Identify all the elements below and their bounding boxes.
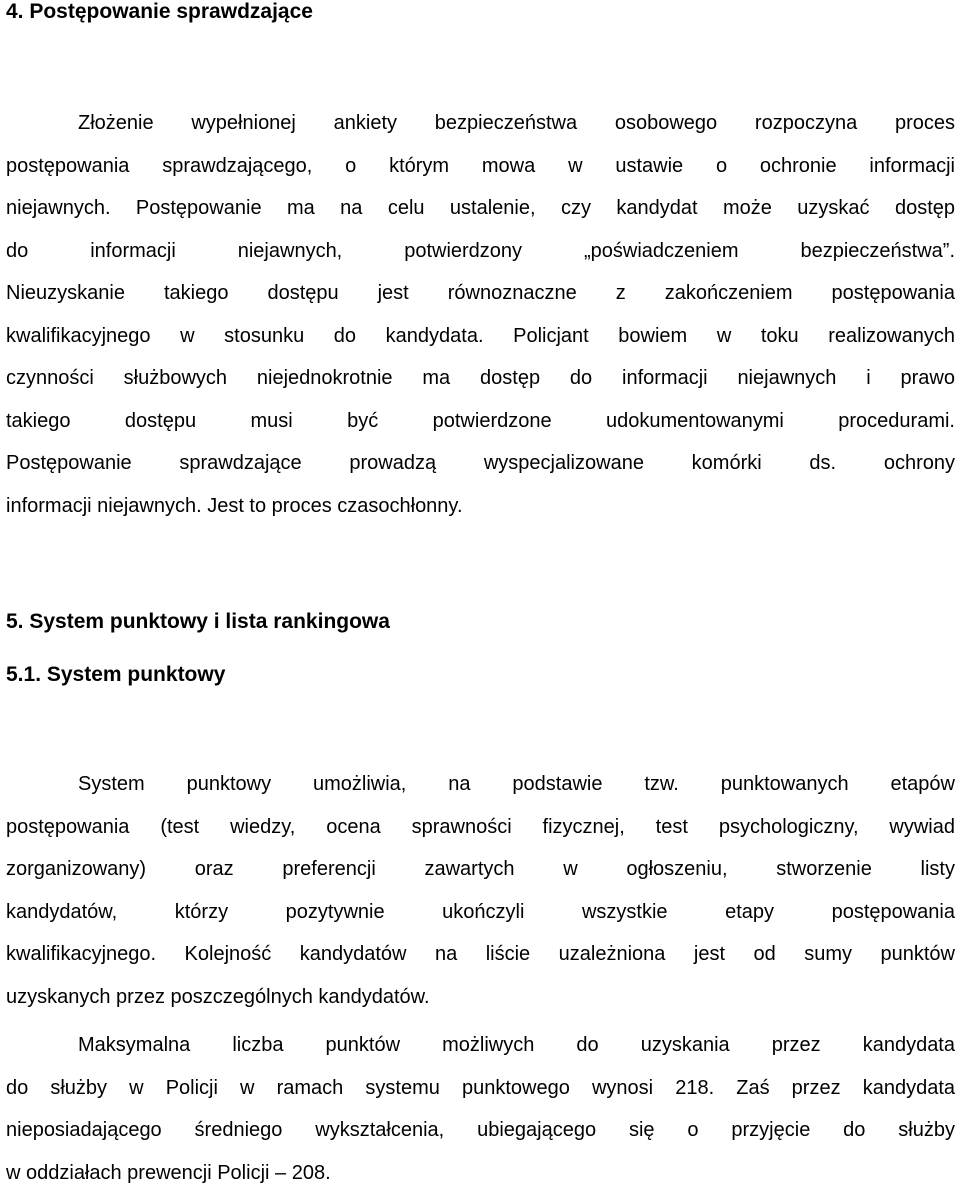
text-line: niejawnych. Postępowanie ma na celu ustalenie, czy kandydat może uzyskać dostęp [6,187,955,230]
text-line: Postępowanie sprawdzające prowadzą wyspecjalizowane komórki ds. ochrony [6,442,955,485]
section-5-heading: 5. System punktowy i lista rankingowa [6,610,390,634]
text-line: do służby w Policji w ramach systemu punktowego wynosi 218. Zaś przez kandydata [6,1067,955,1110]
section-4-heading: 4. Postępowanie sprawdzające [6,0,313,24]
text-line: postępowania sprawdzającego, o którym mowa w ustawie o ochronie informacji [6,145,955,188]
section-5-1-paragraph-1 [6,763,955,1018]
text-line: w oddziałach prewencji Policji – 208. [6,1152,955,1194]
text-line: zorganizowany) oraz preferencji zawartych w ogłoszeniu, stworzenie listy [6,848,955,891]
text-line: kandydatów, którzy pozytywnie ukończyli wszystkie etapy postępowania [6,891,955,934]
text-line: Maksymalna liczba punktów możliwych do uzyskania przez kandydata [6,1024,955,1067]
text-line: postępowania (test wiedzy, ocena sprawności fizycznej, test psychologiczny, wywiad [6,806,955,849]
text-line: Złożenie wypełnionej ankiety bezpieczeństwa osobowego rozpoczyna proces [6,102,955,145]
text-line: do informacji niejawnych, potwierdzony „poświadczeniem bezpieczeństwa”. [6,230,955,273]
text-line: takiego dostępu musi być potwierdzone udokumentowanymi procedurami. [6,400,955,443]
text-line: kwalifikacyjnego w stosunku do kandydata. Policjant bowiem w toku realizowanych [6,315,955,358]
text-line: kwalifikacyjnego. Kolejność kandydatów na liście uzależniona jest od sumy punktów [6,933,955,976]
text-line: Nieuzyskanie takiego dostępu jest równoznaczne z zakończeniem postępowania [6,272,955,315]
text-line: nieposiadającego średniego wykształcenia, ubiegającego się o przyjęcie do służby [6,1109,955,1152]
section-4-paragraph [6,102,955,527]
section-5-1-paragraph-2 [6,1024,955,1194]
text-line: uzyskanych przez poszczególnych kandydatów. [6,976,955,1019]
section-5-1-heading: 5.1. System punktowy [6,663,225,687]
text-line: czynności służbowych niejednokrotnie ma dostęp do informacji niejawnych i prawo [6,357,955,400]
text-line: informacji niejawnych. Jest to proces czasochłonny. [6,485,955,528]
text-line: System punktowy umożliwia, na podstawie tzw. punktowanych etapów [6,763,955,806]
